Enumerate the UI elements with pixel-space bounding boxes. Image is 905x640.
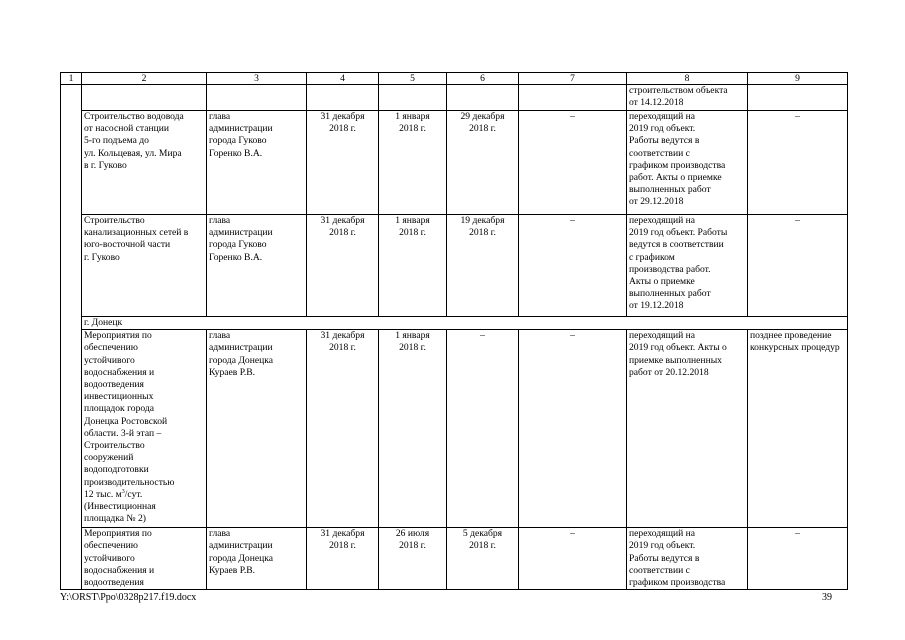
planned-date-cell: 31 декабря 2018 г.: [307, 111, 379, 215]
reason-cell: –: [748, 528, 848, 590]
end-date-cell: 19 декабря 2018 г.: [447, 215, 519, 317]
header-cell-9: 9: [748, 73, 848, 85]
start-date-cell: 26 июля 2018 г.: [379, 528, 447, 590]
header-cell-7: 7: [519, 73, 627, 85]
status-cell: переходящий на 2019 год объект. Работы ведутся в соответствии с графиком производства: [627, 528, 748, 590]
page-number: 39: [822, 592, 832, 603]
table-cell: [207, 85, 307, 111]
end-date-cell: 29 декабря 2018 г.: [447, 111, 519, 215]
report-table: [60, 72, 848, 590]
planned-date-cell: 31 декабря 2018 г.: [307, 528, 379, 590]
number-cell: [61, 85, 82, 590]
event-name-cell: Мероприятия по обеспечению устойчивого водоснабжения и водоотведения: [82, 528, 207, 590]
start-date-cell: 1 января 2018 г.: [379, 111, 447, 215]
start-date-cell: 1 января 2018 г.: [379, 330, 447, 528]
header-cell-5: 5: [379, 73, 447, 85]
header-row: [61, 73, 848, 85]
table-row: [61, 330, 848, 528]
header-cell-4: 4: [307, 73, 379, 85]
table-cell: [82, 85, 207, 111]
reason-cell: позднее проведение конкурсных процедур: [748, 330, 848, 528]
result-cell: –: [519, 215, 627, 317]
superscript: 3: [121, 488, 125, 495]
event-name-cell: [82, 330, 207, 528]
header-cell-3: 3: [207, 73, 307, 85]
status-cell: переходящий на 2019 год объект. Работы ведутся в соответствии с графиком производства работ. Акты о приемке выполненных работ от 29.12.2018: [627, 111, 748, 215]
table-cell: [379, 85, 447, 111]
continuation-row: [61, 85, 848, 111]
responsible-cell: глава администрации города Гуково Горенко В.А.: [207, 215, 307, 317]
event-name-cell: Строительство канализационных сетей в юго-восточной части г. Гуково: [82, 215, 207, 317]
status-cell: строительством объекта от 14.12.2018: [627, 85, 748, 111]
responsible-cell: глава администрации города Донецка Кураев Р.В.: [207, 330, 307, 528]
end-date-cell: 5 декабря 2018 г.: [447, 528, 519, 590]
table-row: [61, 528, 848, 590]
event-name-text-end: /сут. (Инвестиционная площадка № 2): [84, 488, 156, 525]
table-cell: [447, 85, 519, 111]
table-row: [61, 111, 848, 215]
reason-cell: –: [748, 215, 848, 317]
result-cell: –: [519, 528, 627, 590]
file-path: Y:\ORST\Ppo\0328p217.f19.docx: [60, 592, 197, 603]
result-cell: –: [519, 330, 627, 528]
planned-date-cell: 31 декабря 2018 г.: [307, 215, 379, 317]
end-date-cell: –: [447, 330, 519, 528]
start-date-cell: 1 января 2018 г.: [379, 215, 447, 317]
table-cell: [519, 85, 627, 111]
section-row: [61, 317, 848, 330]
table-row: [61, 215, 848, 317]
section-title: г. Донецк: [82, 317, 848, 330]
responsible-cell: глава администрации города Донецка Кураев Р.В.: [207, 528, 307, 590]
table-cell: [748, 85, 848, 111]
planned-date-cell: 31 декабря 2018 г.: [307, 330, 379, 528]
header-cell-6: 6: [447, 73, 519, 85]
event-name-text: Мероприятия по обеспечению устойчивого водоснабжения и водоотведения инвестиционных площадок города Донецка Ростовской области. 3-й этап – Строительство сооружений водоподготовки производительностью 12 тыс. м: [84, 330, 175, 500]
result-cell: –: [519, 111, 627, 215]
header-cell-2: 2: [82, 73, 207, 85]
header-cell-1: 1: [61, 73, 82, 85]
table-cell: [307, 85, 379, 111]
status-cell: переходящий на 2019 год объект. Работы ведутся в соответствии с графиком производства работ. Акты о приемке выполненных работ от 19.12.2018: [627, 215, 748, 317]
status-cell: переходящий на 2019 год объект. Акты о приемке выполненных работ от 20.12.2018: [627, 330, 748, 528]
header-cell-8: 8: [627, 73, 748, 85]
reason-cell: –: [748, 111, 848, 215]
responsible-cell: глава администрации города Гуково Горенко В.А.: [207, 111, 307, 215]
event-name-cell: Строительство водовода от насосной станции 5-го подъема до ул. Кольцевая, ул. Мира в г. Гуково: [82, 111, 207, 215]
